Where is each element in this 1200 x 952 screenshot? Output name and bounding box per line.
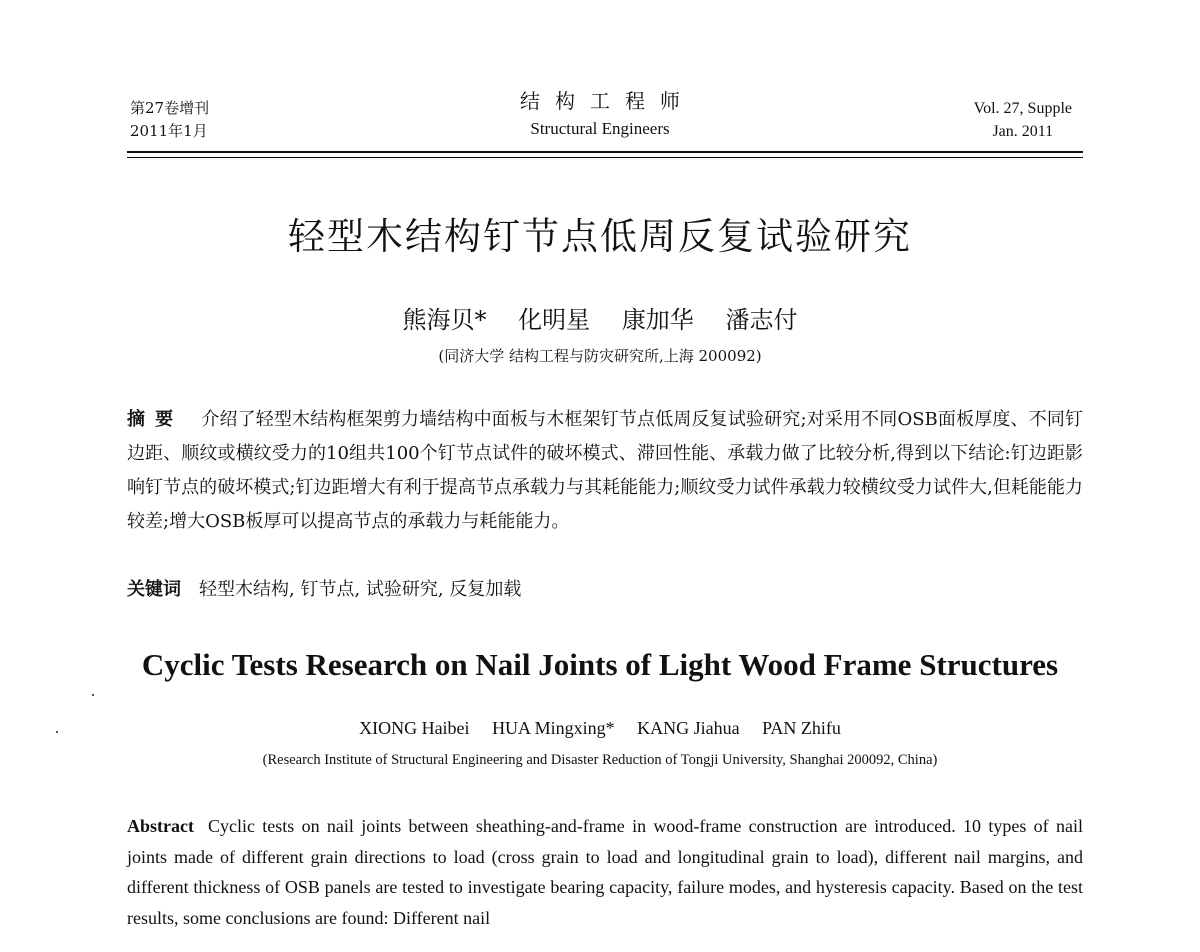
date-en: Jan. 2011: [992, 123, 1054, 140]
author-list-cn: [0, 304, 1200, 336]
volume-cn: 第27卷增刊: [130, 99, 210, 117]
header-rule-thin: [127, 157, 1083, 158]
keywords-cn: [127, 575, 1083, 605]
author-en: KANG Jiahua: [637, 718, 740, 738]
header-right: [974, 97, 1072, 143]
affiliation-cn: (同济大学 结构工程与防灾研究所,上海 200092): [438, 347, 762, 365]
header-left: [130, 97, 209, 143]
journal-header: [350, 88, 850, 141]
author-en: HUA Mingxing*: [492, 718, 615, 738]
abstract-en: [127, 811, 1083, 933]
author-cn: 潘志付: [725, 306, 798, 334]
journal-name-en: Structural Engineers: [530, 119, 670, 138]
affiliation-en: (Research Institute of Structural Engineering and Disaster Reduction of Tongji University, Shanghai 200092, China): [262, 752, 938, 768]
author-cn: 化明星: [518, 306, 591, 334]
scan-speck: [92, 694, 94, 696]
abstract-label-en: Abstract: [127, 816, 194, 836]
author-cn: 康加华: [621, 306, 694, 334]
author-list-en: [0, 716, 1200, 740]
keywords-label-cn: 关键词: [127, 579, 181, 600]
author-en: XIONG Haibei: [359, 718, 470, 738]
date-cn: 2011年1月: [130, 122, 208, 140]
author-en: PAN Zhifu: [762, 718, 841, 738]
volume-en: Vol. 27, Supple: [973, 100, 1072, 117]
abstract-cn: [127, 403, 1083, 539]
abstract-label-cn: 摘要: [127, 409, 184, 430]
author-cn: 熊海贝*: [402, 306, 487, 334]
abstract-text-cn: 介绍了轻型木结构框架剪力墙结构中面板与木框架钉节点低周反复试验研究;对采用不同OSB面板厚度、不同钉边距、顺纹或横纹受力的10组共100个钉节点试件的破坏模式、滞回性能、承载力做了比较分析,得到以下结论:钉边距影响钉节点的破坏模式;钉边距增大有利于提高节点承载力与其耗能能力;顺纹受力试件承载力较横纹受力试件大,但耗能能力较差;增大OSB板厚可以提高节点的承载力与耗能能力。: [127, 409, 1084, 532]
abstract-text-en: Cyclic tests on nail joints between sheathing-and-frame in wood-frame construction are introduced. 10 types of nail joints made of different grain directions to load (cross grain to load and longitudinal grain to load), different nail margins, and different thickness of OSB panels are tested to investigate bearing capacity, failure modes, and hysteresis capacity. Based on the test results, some conclusions are found: Different nail: [127, 816, 1083, 928]
header-rule-thick: [127, 151, 1083, 153]
keywords-text-cn: 轻型木结构, 钉节点, 试验研究, 反复加载: [199, 579, 522, 600]
paper-title-en: Cyclic Tests Research on Nail Joints of Light Wood Frame Structures: [141, 647, 1059, 682]
journal-name-cn: 结构工程师: [520, 89, 695, 113]
paper-title-cn: 轻型木结构钉节点低周反复试验研究: [288, 215, 912, 258]
scan-speck: [56, 731, 58, 733]
